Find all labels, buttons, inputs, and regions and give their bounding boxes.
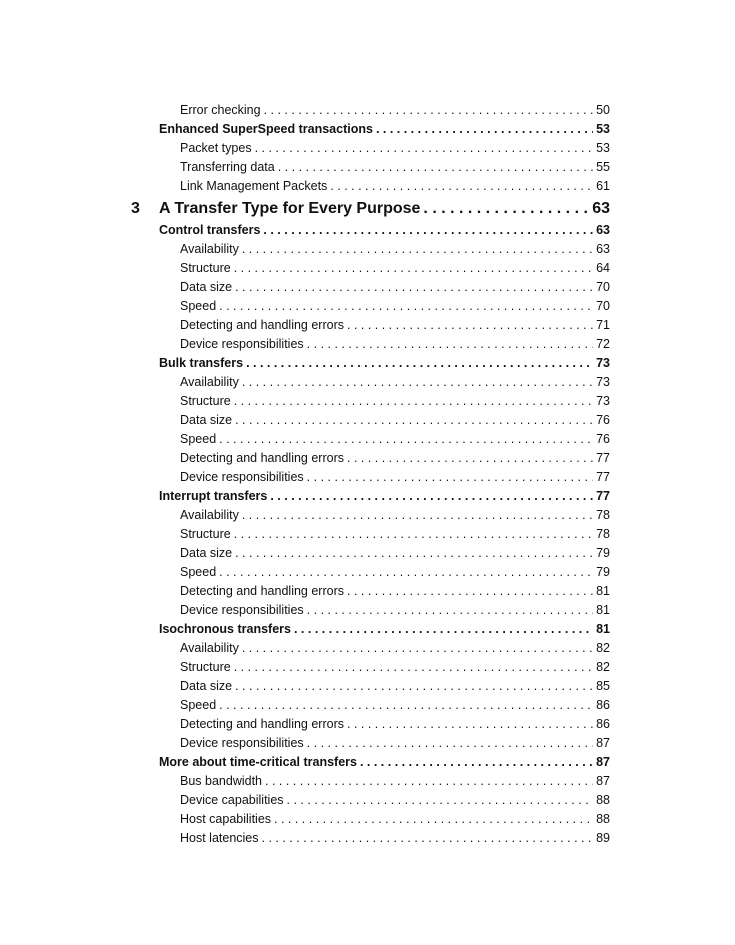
toc-page-number: 64 [596, 261, 610, 275]
toc-entry-title: Detecting and handling errors [180, 584, 344, 598]
dot-leader [376, 120, 593, 139]
dot-leader [242, 373, 593, 392]
dot-leader [235, 544, 593, 563]
toc-subsection-entry [0, 525, 610, 544]
toc-page-number: 77 [596, 451, 610, 465]
dot-leader [246, 354, 593, 373]
toc-subsection-entry [0, 139, 610, 158]
toc-entry-title: Device responsibilities [180, 470, 304, 484]
dot-leader [347, 582, 593, 601]
toc-subsection-entry [0, 430, 610, 449]
toc-entry-title: Error checking [180, 103, 261, 117]
toc-page-number: 87 [596, 774, 610, 788]
dot-leader [242, 506, 593, 525]
toc-page-number: 81 [596, 603, 610, 617]
dot-leader [242, 240, 593, 259]
toc-entry-title: Data size [180, 546, 233, 560]
toc-subsection-entry [0, 582, 610, 601]
toc-entry-title: Detecting and handling errors [180, 451, 344, 465]
toc-entry-title: Structure [180, 660, 231, 674]
dot-leader [307, 734, 593, 753]
toc-page-number: 81 [596, 622, 610, 636]
toc-page-number: 76 [596, 413, 610, 427]
toc-subsection-entry [0, 101, 610, 120]
dot-leader [234, 658, 593, 677]
toc-page-number: 87 [596, 736, 610, 750]
toc-entry-title: Device responsibilities [180, 736, 304, 750]
toc-entry-title: Availability [180, 242, 239, 256]
toc-entry-title: Speed [180, 299, 217, 313]
toc-entry-title: Availability [180, 641, 239, 655]
toc-entry-title: Structure [180, 394, 231, 408]
toc-page-number: 79 [596, 546, 610, 560]
dot-leader [360, 753, 593, 772]
toc-page-number: 55 [596, 160, 610, 174]
toc-page-number: 73 [596, 394, 610, 408]
toc-page-number: 82 [596, 660, 610, 674]
dot-leader [219, 297, 593, 316]
toc-subsection-entry [0, 449, 610, 468]
toc-entry-title: Interrupt transfers [159, 489, 268, 503]
toc-entry-title: Speed [180, 698, 217, 712]
toc-entry-title: Control transfers [159, 223, 261, 237]
toc-entry-title: Detecting and handling errors [180, 717, 344, 731]
toc-entry-title: Bulk transfers [159, 356, 244, 370]
toc-entry-title: Availability [180, 508, 239, 522]
dot-leader [235, 411, 593, 430]
toc-section-entry [0, 221, 610, 240]
dot-leader [255, 139, 594, 158]
toc-subsection-entry [0, 791, 610, 810]
toc-subsection-entry [0, 177, 610, 196]
toc-subsection-entry [0, 278, 610, 297]
toc-page-number: 89 [596, 831, 610, 845]
toc-subsection-entry [0, 373, 610, 392]
toc-entry-title: Device capabilities [180, 793, 284, 807]
toc-entry-title: Structure [180, 527, 231, 541]
toc-page-number: 71 [596, 318, 610, 332]
toc-page-number: 70 [596, 299, 610, 313]
toc-page-number: 73 [596, 356, 610, 370]
toc-entry-title: Speed [180, 432, 217, 446]
toc-page-number: 53 [596, 122, 610, 136]
toc-subsection-entry [0, 468, 610, 487]
toc-page-number: 81 [596, 584, 610, 598]
dot-leader [235, 278, 593, 297]
dot-leader [234, 392, 593, 411]
toc-entry-title: Device responsibilities [180, 337, 304, 351]
toc-page-number: 63 [596, 242, 610, 256]
toc-page-number: 85 [596, 679, 610, 693]
dot-leader [278, 158, 593, 177]
toc-entry-title: Bus bandwidth [180, 774, 263, 788]
dot-leader [347, 449, 593, 468]
toc-page-number: 61 [596, 179, 610, 193]
toc-entry-title: Structure [180, 261, 231, 275]
dot-leader [234, 259, 593, 278]
toc-section-entry [0, 487, 610, 506]
toc-section-entry [0, 620, 610, 639]
toc-page-number: 78 [596, 527, 610, 541]
toc-section-entry [0, 753, 610, 772]
toc-page-number: 63 [592, 200, 610, 217]
dot-leader [270, 487, 593, 506]
dot-leader [330, 177, 593, 196]
toc-entry-title: Transferring data [180, 160, 275, 174]
toc-entry-title: Link Management Packets [180, 179, 328, 193]
toc-page-number: 76 [596, 432, 610, 446]
dot-leader [219, 563, 593, 582]
toc-entry-title: Detecting and handling errors [180, 318, 344, 332]
toc-page-number: 87 [596, 755, 610, 769]
toc-subsection-entry [0, 601, 610, 620]
toc-page-number: 86 [596, 698, 610, 712]
toc-section-entry [0, 354, 610, 373]
toc-entry-title: Packet types [180, 141, 252, 155]
toc-entry-title: More about time-critical transfers [159, 755, 357, 769]
toc-page-number: 82 [596, 641, 610, 655]
toc-subsection-entry [0, 715, 610, 734]
dot-leader [423, 196, 589, 221]
toc-subsection-entry [0, 335, 610, 354]
toc-entry-title: Device responsibilities [180, 603, 304, 617]
toc-entry-title: Data size [180, 413, 233, 427]
toc-subsection-entry [0, 411, 610, 430]
dot-leader [294, 620, 593, 639]
toc-page-number: 73 [596, 375, 610, 389]
dot-leader [274, 810, 593, 829]
dot-leader [263, 221, 593, 240]
toc-page-number: 50 [596, 103, 610, 117]
toc-page-number: 79 [596, 565, 610, 579]
toc-subsection-entry [0, 734, 610, 753]
toc-entry-title: Speed [180, 565, 217, 579]
dot-leader [262, 829, 594, 848]
toc-entry-title: Data size [180, 679, 233, 693]
dot-leader [219, 696, 593, 715]
toc-page-number: 70 [596, 280, 610, 294]
toc-page-number: 77 [596, 470, 610, 484]
toc-page-number: 53 [596, 141, 610, 155]
dot-leader [235, 677, 593, 696]
toc-subsection-entry [0, 392, 610, 411]
dot-leader [242, 639, 593, 658]
dot-leader [347, 715, 593, 734]
toc-page-number: 72 [596, 337, 610, 351]
toc-subsection-entry [0, 677, 610, 696]
toc-page-number: 78 [596, 508, 610, 522]
dot-leader [347, 316, 593, 335]
dot-leader [234, 525, 593, 544]
dot-leader [307, 601, 593, 620]
dot-leader [287, 791, 594, 810]
toc-subsection-entry [0, 240, 610, 259]
toc-page-number: 77 [596, 489, 610, 503]
toc-subsection-entry [0, 772, 610, 791]
toc-page-number: 88 [596, 793, 610, 807]
toc-subsection-entry [0, 829, 610, 848]
toc-subsection-entry [0, 563, 610, 582]
toc-page-number: 88 [596, 812, 610, 826]
toc-subsection-entry [0, 544, 610, 563]
toc-subsection-entry [0, 696, 610, 715]
toc-subsection-entry [0, 639, 610, 658]
toc-section-entry [0, 120, 610, 139]
toc-entry-title: Isochronous transfers [159, 622, 291, 636]
toc-chapter-entry [0, 196, 610, 221]
toc-page-number: 86 [596, 717, 610, 731]
toc-subsection-entry [0, 316, 610, 335]
toc-subsection-entry [0, 297, 610, 316]
toc-subsection-entry [0, 158, 610, 177]
toc-entry-title: Data size [180, 280, 233, 294]
toc-subsection-entry [0, 810, 610, 829]
dot-leader [265, 772, 593, 791]
dot-leader [219, 430, 593, 449]
toc-subsection-entry [0, 259, 610, 278]
dot-leader [307, 468, 593, 487]
chapter-number: 3 [131, 200, 140, 217]
toc-page-number: 63 [596, 223, 610, 237]
toc-subsection-entry [0, 658, 610, 677]
toc-entry-title: A Transfer Type for Every Purpose [159, 200, 421, 217]
dot-leader [307, 335, 593, 354]
toc-subsection-entry [0, 506, 610, 525]
toc-entry-title: Host latencies [180, 831, 259, 845]
table-of-contents [0, 101, 735, 848]
dot-leader [264, 101, 594, 120]
toc-entry-title: Host capabilities [180, 812, 272, 826]
toc-entry-title: Enhanced SuperSpeed transactions [159, 122, 373, 136]
toc-entry-title: Availability [180, 375, 239, 389]
